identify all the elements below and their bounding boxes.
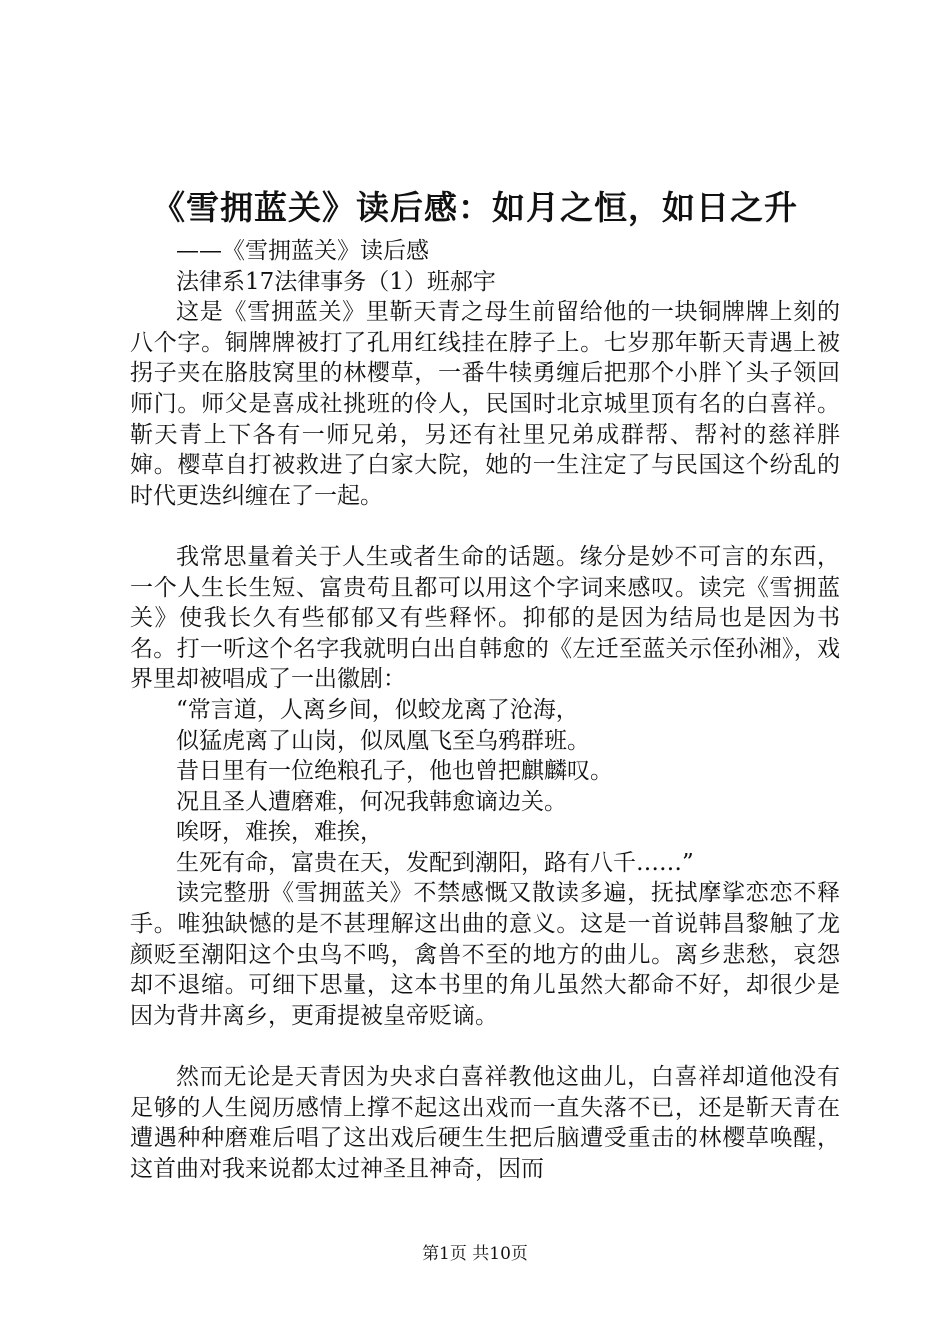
paragraph-3: 读完整册《雪拥蓝关》不禁感慨又散读多遍，抚拭摩挲恋恋不释手。唯独缺憾的是不甚理解这出曲的意义。这是一首说韩昌黎触了龙颜贬至潮阳这个虫鸟不鸣，禽兽不至的地方的曲儿。离乡悲愁，哀怨却不退缩。可细下思量，这本书里的角儿虽然大都命不好，却很少是因为背井离乡，更甭提被皇帝贬谪。 bbox=[130, 880, 840, 1029]
subtitle: ——《雪拥蓝关》读后感 bbox=[176, 238, 429, 264]
verse-line-6: 生死有命，富贵在天，发配到潮阳，路有八千……” bbox=[176, 849, 694, 876]
paragraph-1: 这是《雪拥蓝关》里靳天青之母生前留给他的一块铜牌牌上刻的八个字。铜牌牌被打了孔用红线挂在脖子上。七岁那年靳天青遇上被拐子夹在胳肢窝里的林樱草，一番牛犊勇缠后把那个小胖丫头子领回师门。师父是喜成社挑班的伶人，民国时北京城里顶有名的白喜祥。靳天青上下各有一师兄弟，另还有社里兄弟成群帮、帮衬的慈祥胖婶。樱草自打被救进了白家大院，她的一生注定了与民国这个纷乱的时代更迭纠缠在了一起。 bbox=[130, 299, 840, 509]
verse-line-2: 似猛虎离了山岗，似凤凰飞至乌鸦群班。 bbox=[176, 727, 590, 754]
page-number-footer: 第1页 共10页 bbox=[422, 1244, 528, 1264]
verse-line-5: 唉呀，难挨，难挨， bbox=[176, 819, 383, 846]
document-title: 《雪拥蓝关》读后感：如月之恒，如日之升 bbox=[152, 188, 798, 227]
verse-line-4: 况且圣人遭磨难，何况我韩愈谪边关。 bbox=[176, 788, 567, 815]
document-body bbox=[130, 236, 840, 1184]
paragraph-2: 我常思量着关于人生或者生命的话题。缘分是妙不可言的东西，一个人生长生短、富贵苟且都可以用这个字词来感叹。读完《雪拥蓝关》使我长久有些郁郁又有些释怀。抑郁的是因为结局也是因为书名。打一听这个名字我就明白出自韩愈的《左迁至蓝关示侄孙湘》，戏界里却被唱成了一出徽剧： bbox=[130, 543, 840, 693]
verse-line-1: “常言道，人离乡间，似蛟龙离了沧海， bbox=[176, 696, 579, 723]
verse-line-3: 昔日里有一位绝粮孔子，他也曾把麒麟叹。 bbox=[176, 758, 613, 785]
paragraph-4: 然而无论是天青因为央求白喜祥教他这曲儿，白喜祥却道他没有足够的人生阅历感情上撑不起这出戏而一直失落不已，还是靳天青在遭遇种种磨难后唱了这出戏后硬生生把后脑遭受重击的林樱草唤醒，这首曲对我来说都太过神圣且神奇，因而 bbox=[130, 1064, 840, 1182]
author-line: 法律系17法律事务（1）班郝宇 bbox=[176, 268, 496, 295]
